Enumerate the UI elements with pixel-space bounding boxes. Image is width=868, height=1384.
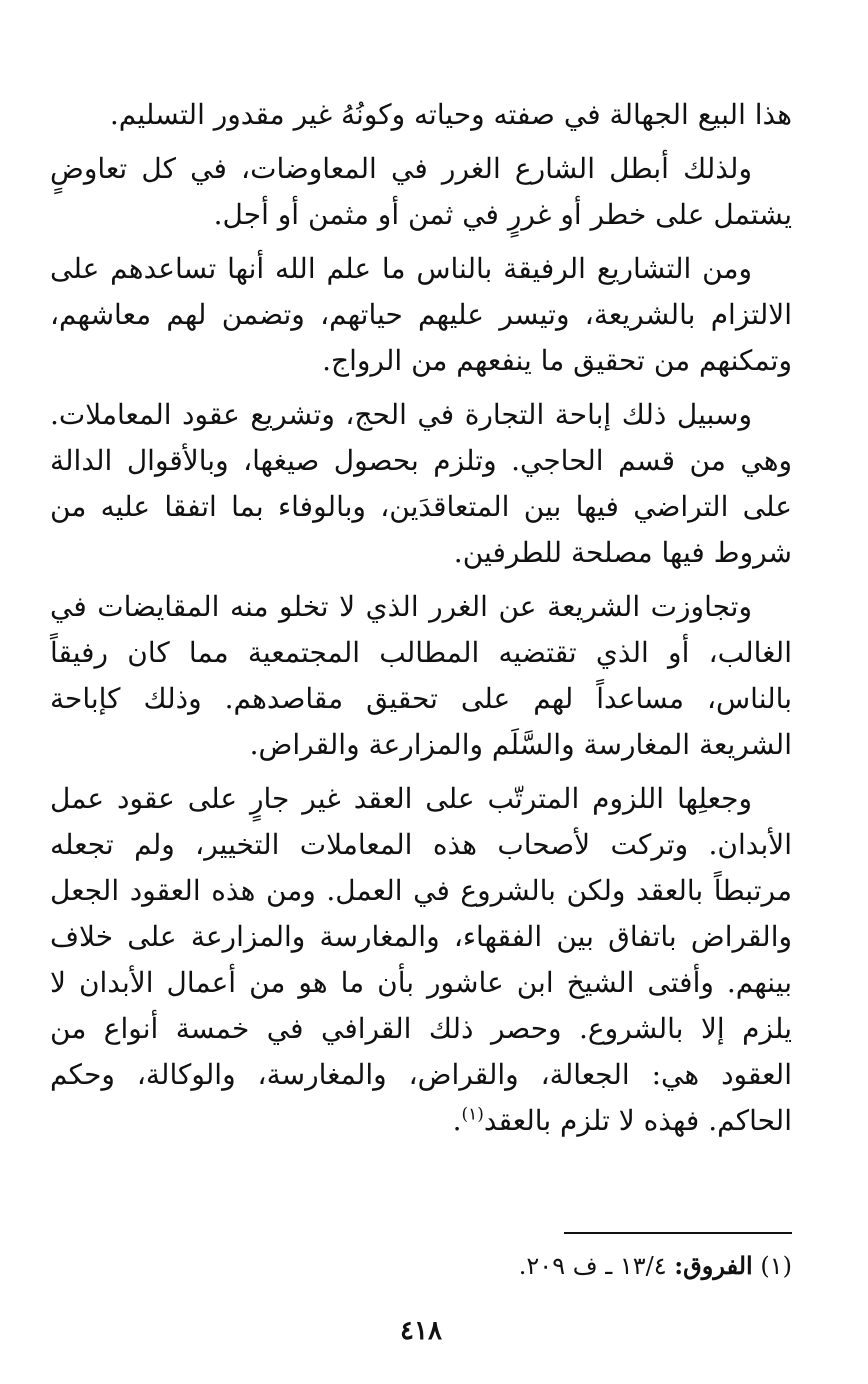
paragraph-2 [50,146,792,238]
paragraph-1 [50,92,792,138]
paragraph-3-text: ومن التشاريع الرفيقة بالناس ما علم الله أنها تساعدهم على الالتزام بالشريعة، وتيسر عليهم حياتهم، وتضمن لهم معاشهم، وتمكنهم من تحقيق ما ينفعهم من الرواج. [50,252,792,377]
footnote-separator [564,1232,792,1234]
footnote-number: (١) [760,1252,792,1280]
paragraph-3 [50,246,792,384]
footnote-source: الفروق: [674,1251,753,1280]
main-text [50,92,792,1144]
paragraph-1-text: هذا البيع الجهالة في صفته وحياته وكونُهُ غير مقدور التسليم. [109,98,792,131]
paragraph-5 [50,584,792,768]
paragraph-6 [50,776,792,1144]
footnote-detail: ١٣/٤ ـ ف ٢٠٩. [518,1252,667,1280]
paragraph-6-tail: . [452,1104,462,1137]
paragraph-5-text: وتجاوزت الشريعة عن الغرر الذي لا تخلو منه المقايضات في الغالب، أو الذي تقتضيه المطالب المجتمعية مما كان رفيقاً بالناس، مساعداً لهم على تحقيق مقاصدهم. وذلك كإباحة الشريعة المغارسة والسَّلَم والمزارعة والقراض. [50,590,792,761]
paragraph-2-text: ولذلك أبطل الشارع الغرر في المعاوضات، في كل تعاوضٍ يشتمل على خطر أو غررٍ في ثمن أو مثمن أو أجل. [50,152,792,231]
footnote-reference[interactable]: (١) [461,1104,484,1125]
page-number: ٤١٨ [400,1316,442,1346]
paragraph-6-text: وجعلِها اللزوم المترتّب على العقد غير جارٍ على عقود عمل الأبدان. وتركت لأصحاب هذه المعاملات التخيير، ولم تجعله مرتبطاً بالعقد ولكن بالشروع في العمل. ومن هذه العقود الجعل والقراض باتفاق بين الفقهاء، والمغارسة والمزارعة على خلاف بينهم. وأفتى الشيخ ابن عاشور بأن ما هو من أعمال الأبدان لا يلزم إلا بالشروع. وحصر ذلك القرافي في خمسة أنواع من العقود هي: الجعالة، والقراض، والمغارسة، والوكالة، وحكم الحاكم. فهذه لا تلزم بالعقد [50,782,792,1137]
footnote [50,1249,792,1283]
paragraph-4 [50,392,792,576]
document-page [50,92,792,1384]
paragraph-4-text: وسبيل ذلك إباحة التجارة في الحج، وتشريع عقود المعاملات. وهي من قسم الحاجي. وتلزم بحصول صيغها، وبالأقوال الدالة على التراضي فيها بين المتعاقدَين، وبالوفاء بما اتفقا عليه من شروط فيها مصلحة للطرفين. [50,398,792,569]
